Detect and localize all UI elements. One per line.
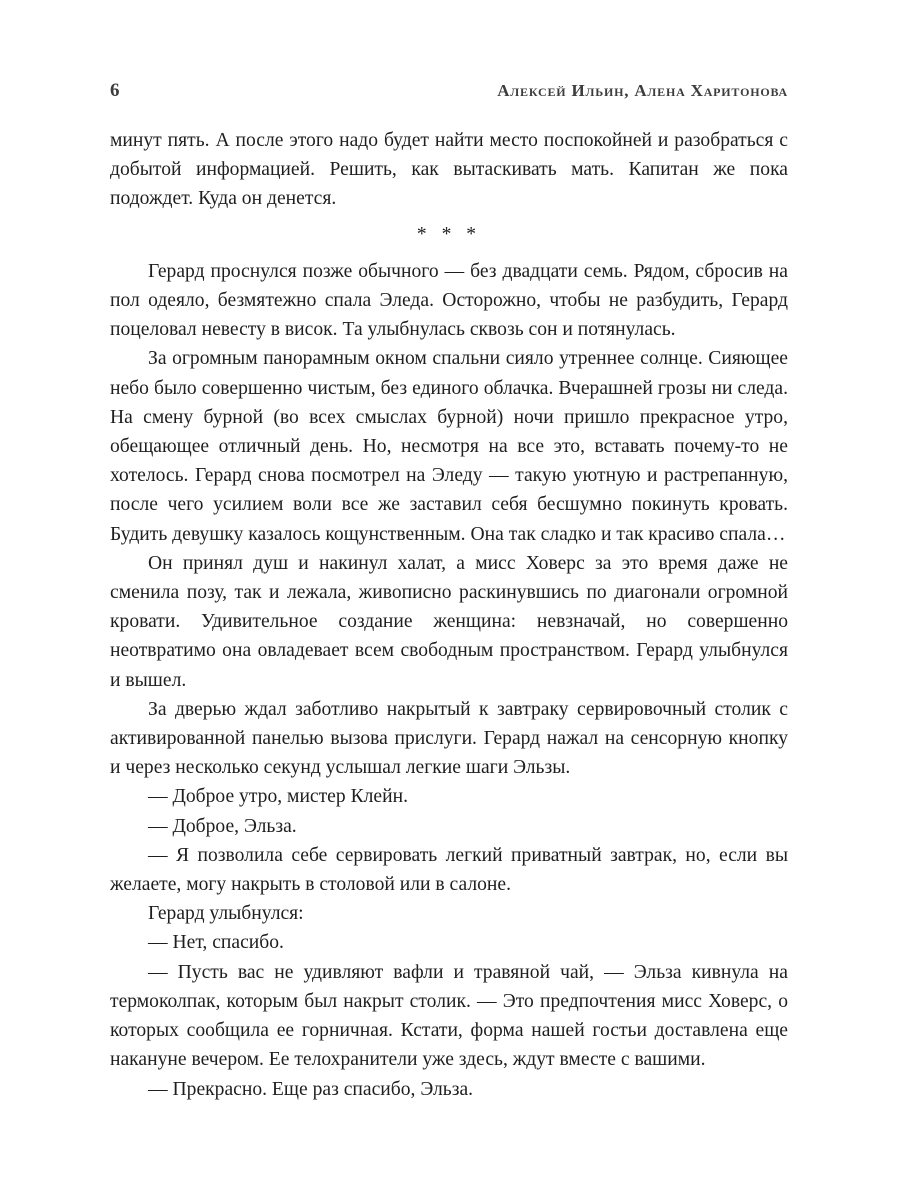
paragraph-dialogue: — Прекрасно. Еще раз спасибо, Эльза. — [148, 1078, 474, 1100]
page-number: 6 — [110, 80, 120, 101]
body-text — [110, 126, 788, 1104]
paragraph: За огромным панорамным окном спальни сияло утреннее солнце. Сияющее небо было совершенно чистым, без единого облачка. Вчерашней грозы ни следа. На смену бурной (во всех смыслах бурной) ночи пришло прекрасное утро, обещающее отличный день. Но, несмотря на все это, вставать почему-то не хотелось. Герард снова посмотрел на Эледу — такую уютную и растрепанную, после чего усилием воли все же заставил себя бесшумно покинуть кровать. Будить девушку казалось кощунственным. Она так сладко и так красиво спала… — [110, 348, 788, 545]
paragraph-dialogue: — Пусть вас не удивляют вафли и травяной чай, — Эльза кивнула на термоколпак, которым был накрыт столик. — Это предпочтения мисс Ховерс, о которых сообщила ее горничная. Кстати, форма нашей гостьи доставлена еще накануне вечером. Ее телохранители уже здесь, ждут вместе с вашими. — [110, 961, 788, 1071]
paragraph-dialogue: — Я позволила себе сервировать легкий приватный завтрак, но, если вы желаете, могу накрыть в столовой или в салоне. — [110, 844, 788, 896]
paragraph: За дверью ждал заботливо накрытый к завтраку сервировочный столик с активированной панелью вызова прислуги. Герард нажал на сенсорную кнопку и через несколько секунд услышал легкие шаги Эльзы. — [110, 698, 788, 779]
paragraph: Он принял душ и накинул халат, а мисс Ховерс за это время даже не сменила позу, так и лежала, живописно раскинувшись по диагонали огромной кровати. Удивительное создание женщина: невзначай, но совершенно неотвратимо она овладевает всем свободным пространством. Герард улыбнулся и вышел. — [110, 552, 788, 691]
paragraph-continuation: минут пять. А после этого надо будет найти место поспокойней и разобраться с добытой информацией. Решить, как вытаскивать мать. Капитан же пока подождет. Куда он денется. — [110, 130, 788, 210]
paragraph-dialogue: — Нет, спасибо. — [148, 932, 284, 954]
paragraph: Герард проснулся позже обычного — без двадцати семь. Рядом, сбросив на пол одеяло, безмятежно спала Эледа. Осторожно, чтобы не разбудить, Герард поцеловал невесту в висок. Та улыбнулась сквозь сон и потянулась. — [110, 260, 788, 341]
paragraph-dialogue: — Доброе, Эльза. — [148, 815, 297, 837]
running-header-authors: Алексей Ильин, Алена Харитонова — [497, 81, 788, 100]
scene-separator: * * * — [416, 223, 482, 245]
paragraph-dialogue: — Доброе утро, мистер Клейн. — [148, 786, 408, 808]
paragraph: Герард улыбнулся: — [148, 903, 304, 925]
page-header — [110, 80, 788, 102]
